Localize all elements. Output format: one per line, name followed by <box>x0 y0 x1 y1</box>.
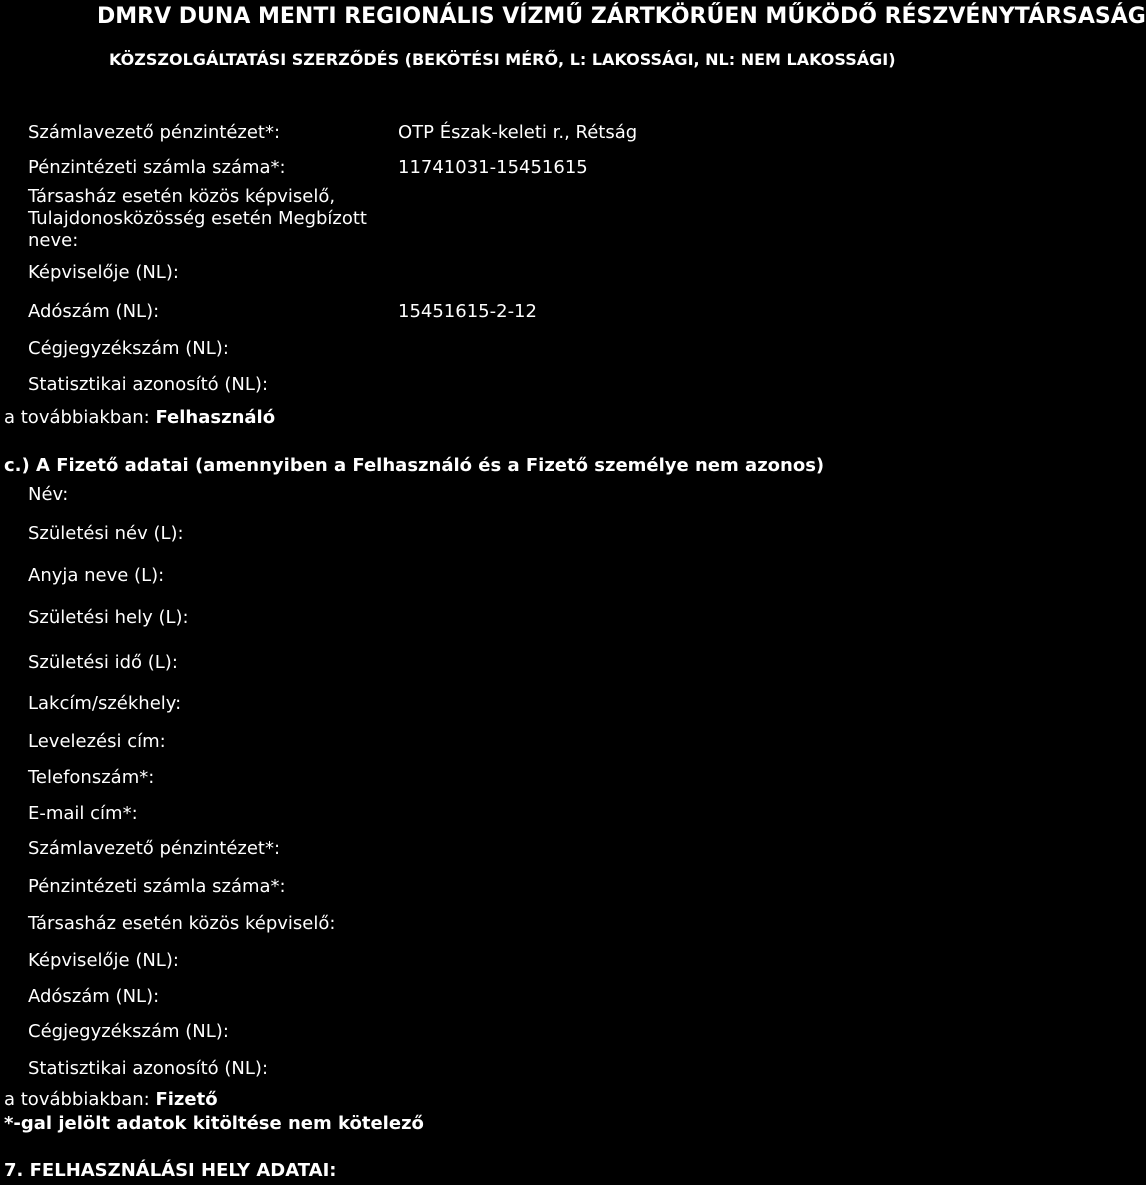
fizeto-label-birth-place: Születési hely (L): <box>28 607 189 628</box>
field-label-stat-id: Statisztikai azonosító (NL): <box>28 374 269 395</box>
fizeto-label-name: Név: <box>28 484 69 505</box>
fizeto-label-birth-name: Születési név (L): <box>28 523 184 544</box>
fizeto-label-representative: Társasház esetén közös képviselő: <box>28 913 336 934</box>
fizeto-label-account: Pénzintézeti számla száma*: <box>28 876 286 897</box>
fizeto-label-email: E-mail cím*: <box>28 803 138 824</box>
fizeto-label-mail-address: Levelezési cím: <box>28 731 166 752</box>
section-7-heading: 7. FELHASZNÁLÁSI HELY ADATAI: <box>4 1160 337 1181</box>
field-label-representative: Társasház esetén közös képviselő, Tulajdonosközösség esetén Megbízott neve: <box>28 186 367 251</box>
hereinafter-fizeto: a továbbiakban: Fizető <box>4 1089 218 1110</box>
fizeto-label-stat-id: Statisztikai azonosító (NL): <box>28 1058 269 1079</box>
document-subtitle: KÖZSZOLGÁLTATÁSI SZERZŐDÉS (BEKÖTÉSI MÉRŐ, L: LAKOSSÁGI, NL: NEM LAKOSSÁGI) <box>109 50 896 69</box>
fizeto-label-bank: Számlavezető pénzintézet*: <box>28 838 281 859</box>
fizeto-label-kepviseloje: Képviselője (NL): <box>28 950 179 971</box>
field-value-bank: OTP Észak-keleti r., Rétság <box>398 122 638 143</box>
section-heading-fizeto: c.) A Fizető adatai (amennyiben a Felhasználó és a Fizető személye nem azonos) <box>4 455 825 476</box>
fizeto-label-birth-date: Születési idő (L): <box>28 652 178 673</box>
field-label-bank: Számlavezető pénzintézet*: <box>28 122 281 143</box>
fizeto-label-tax-number: Adószám (NL): <box>28 986 160 1007</box>
fizeto-label-phone: Telefonszám*: <box>28 767 155 788</box>
field-value-tax-number: 15451615-2-12 <box>398 301 537 322</box>
field-label-tax-number: Adószám (NL): <box>28 301 160 322</box>
fizeto-label-company-reg: Cégjegyzékszám (NL): <box>28 1021 229 1042</box>
footnote: *-gal jelölt adatok kitöltése nem kötelező <box>4 1113 424 1134</box>
field-label-company-reg: Cégjegyzékszám (NL): <box>28 338 229 359</box>
fizeto-label-address: Lakcím/székhely: <box>28 693 182 714</box>
field-label-account: Pénzintézeti számla száma*: <box>28 157 286 178</box>
field-value-account: 11741031-15451615 <box>398 157 588 178</box>
document-title: DMRV DUNA MENTI REGIONÁLIS VÍZMŰ ZÁRTKÖRŰEN MŰKÖDŐ RÉSZVÉNYTÁRSASÁG <box>97 4 1146 29</box>
hereinafter-felhasznalo: a továbbiakban: Felhasználó <box>4 407 276 428</box>
fizeto-label-mother-name: Anyja neve (L): <box>28 565 165 586</box>
field-label-kepviseloje: Képviselője (NL): <box>28 262 179 283</box>
